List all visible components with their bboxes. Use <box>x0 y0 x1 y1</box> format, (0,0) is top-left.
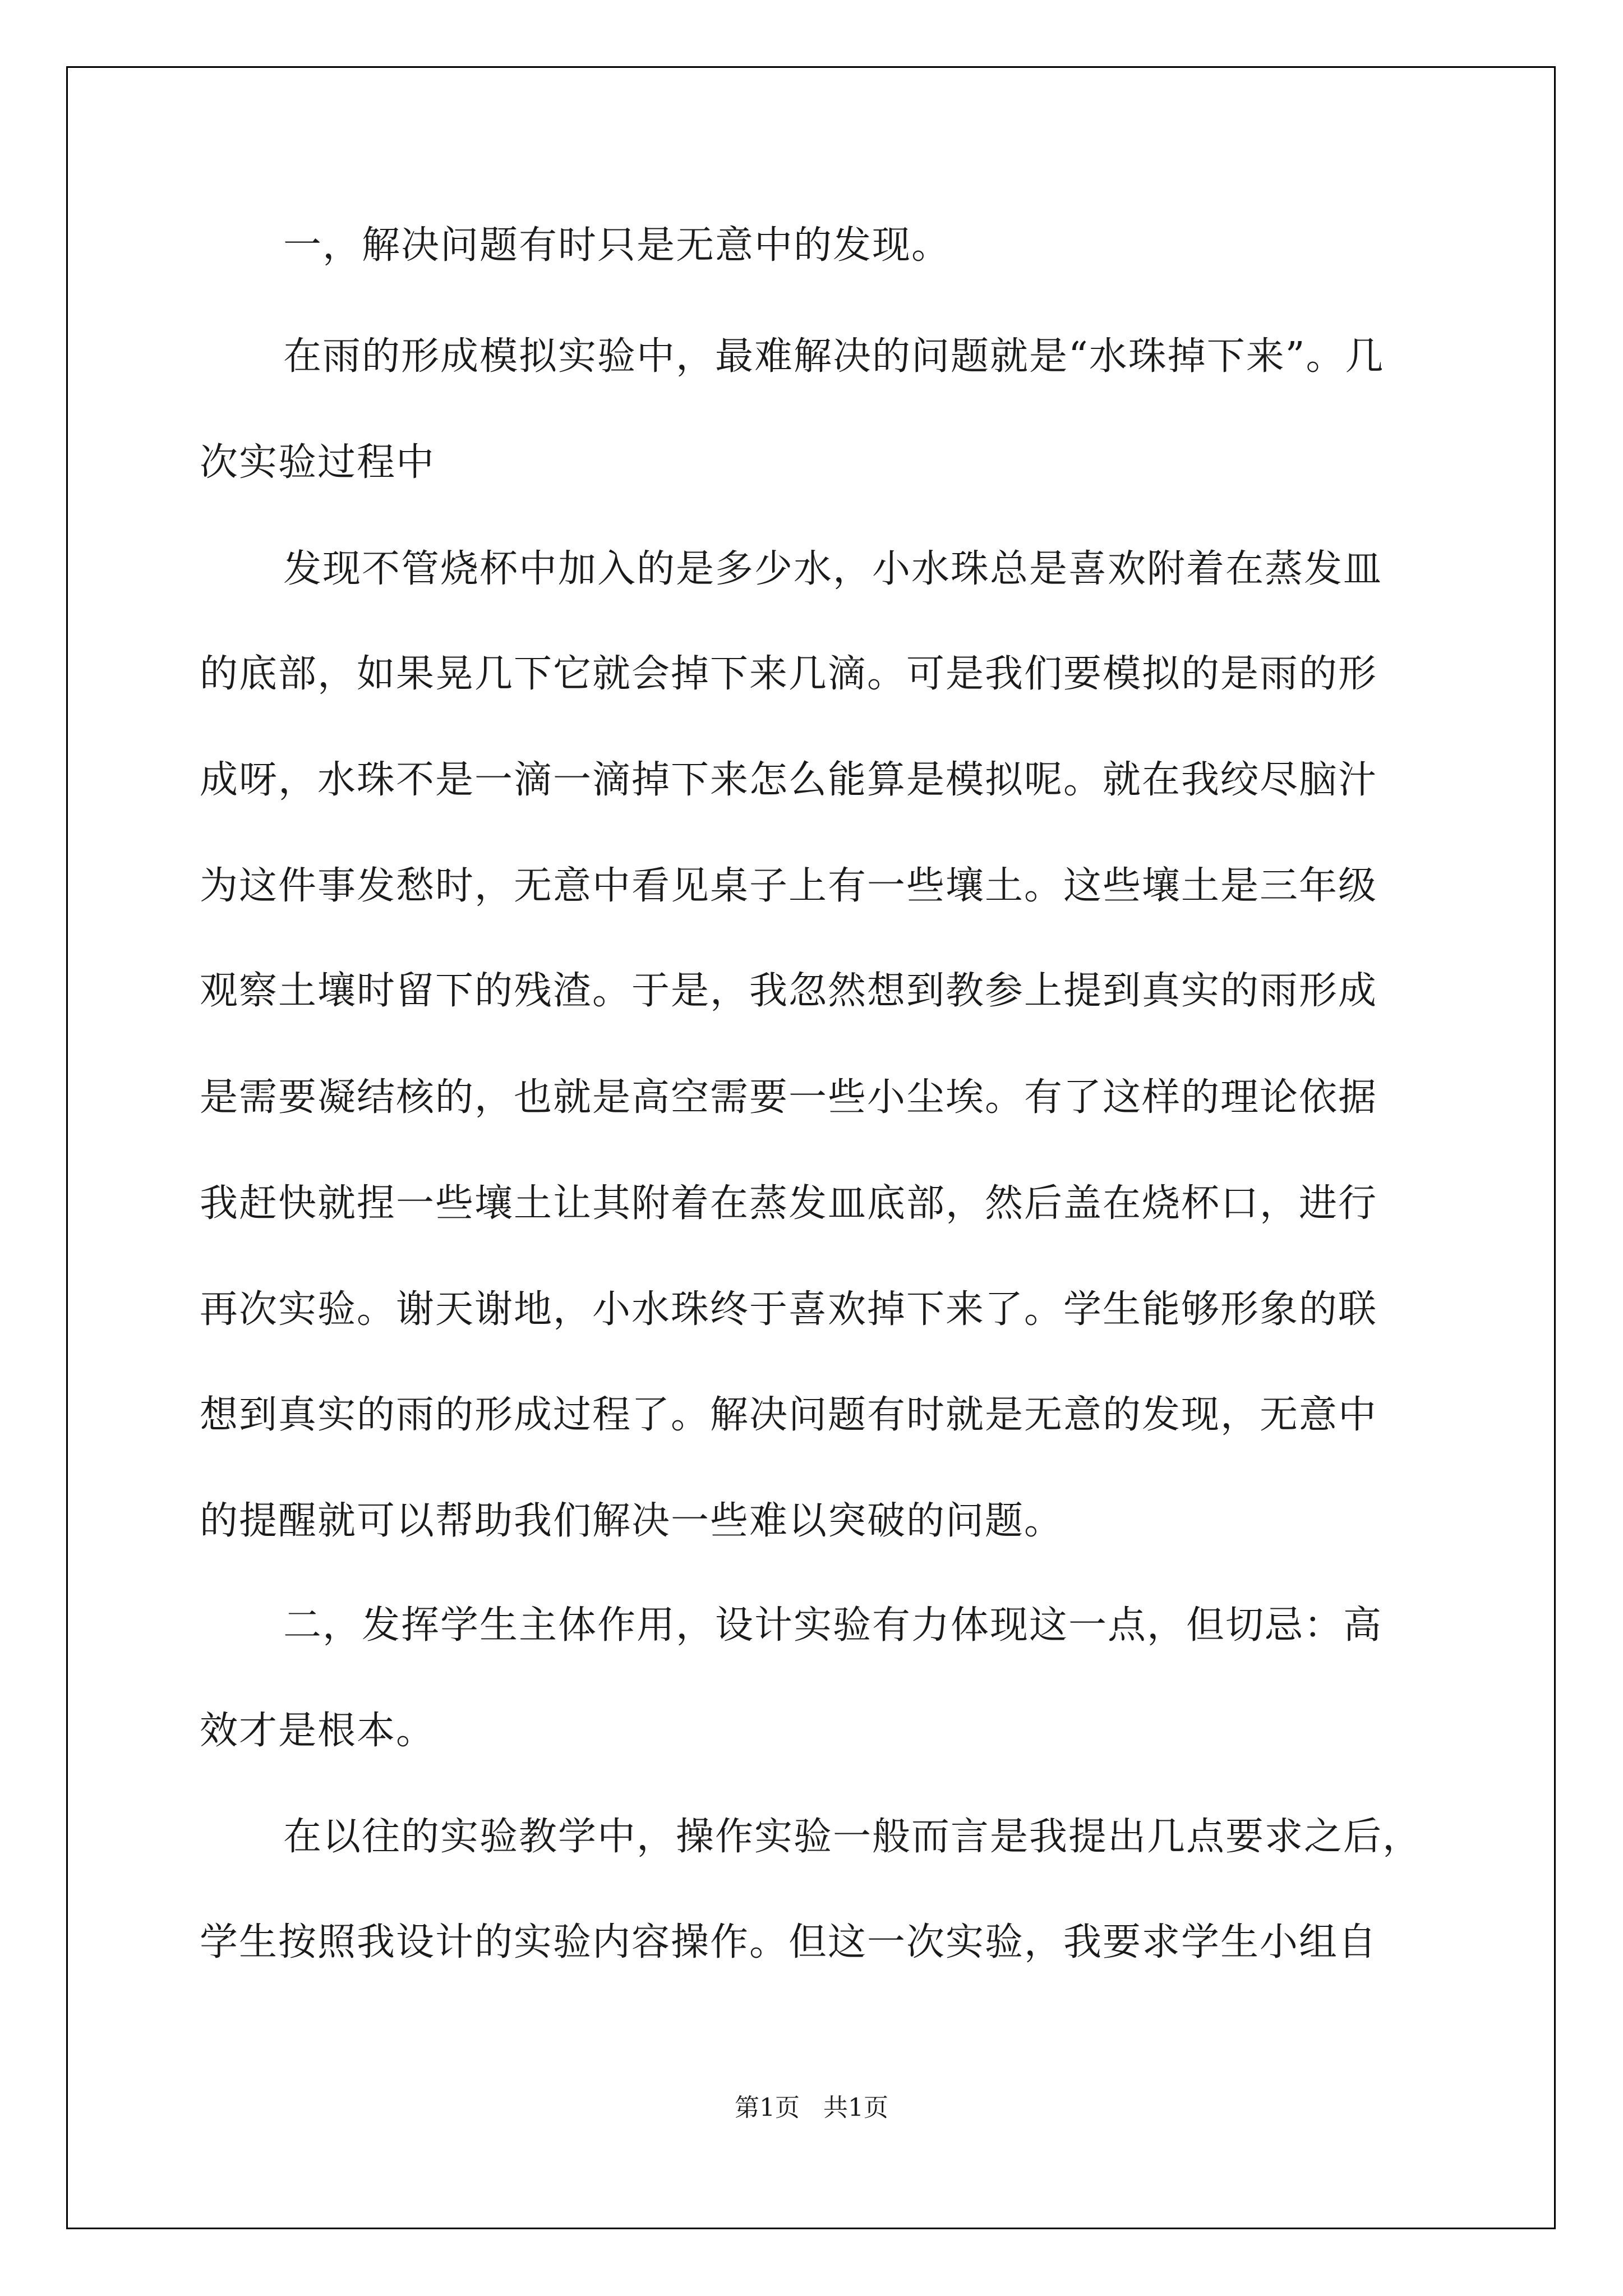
paragraph-line: 观察土壤时留下的残渣。于是，我忽然想到教参上提到真实的雨形成 <box>200 969 1378 1013</box>
page-border <box>66 66 1556 2229</box>
paragraph-line: 次实验过程中 <box>200 440 436 485</box>
paragraph-line: 的底部，如果晃几下它就会掉下来几滴。可是我们要模拟的是雨的形 <box>200 652 1378 696</box>
paragraph-line: 的提醒就可以帮助我们解决一些难以突破的问题。 <box>200 1499 1064 1543</box>
paragraph-line: 想到真实的雨的形成过程了。解决问题有时就是无意的发现，无意中 <box>200 1393 1378 1437</box>
paragraph-line: 我赶快就捏一些壤土让其附着在蒸发皿底部，然后盖在烧杯口，进行 <box>200 1181 1378 1226</box>
paragraph-line: 学生按照我设计的实验内容操作。但这一次实验，我要求学生小组自 <box>200 1920 1378 1964</box>
paragraph-line: 为这件事发愁时，无意中看见桌子上有一些壤土。这些壤土是三年级 <box>200 864 1378 908</box>
paragraph-line: 再次实验。谢天谢地，小水珠终于喜欢掉下来了。学生能够形象的联 <box>200 1287 1378 1332</box>
paragraph-line: 在雨的形成模拟实验中，最难解决的问题就是“水珠掉下来”。几 <box>283 334 1385 379</box>
page-number-footer: 第1页 共1页 <box>735 2093 888 2122</box>
paragraph-line: 成呀，水珠不是一滴一滴掉下来怎么能算是模拟呢。就在我绞尽脑汁 <box>200 758 1378 802</box>
paragraph-line: 发现不管烧杯中加入的是多少水，小水珠总是喜欢附着在蒸发皿 <box>283 547 1383 591</box>
paragraph-line: 效才是根本。 <box>200 1709 436 1753</box>
paragraph-line: 一，解决问题有时只是无意中的发现。 <box>283 223 951 268</box>
paragraph-line: 在以往的实验教学中，操作实验一般而言是我提出几点要求之后， <box>283 1815 1422 1859</box>
paragraph-line: 是需要凝结核的，也就是高空需要一些小尘埃。有了这样的理论依据 <box>200 1075 1378 1120</box>
paragraph-line: 二，发挥学生主体作用，设计实验有力体现这一点，但切忌：高 <box>283 1603 1383 1648</box>
